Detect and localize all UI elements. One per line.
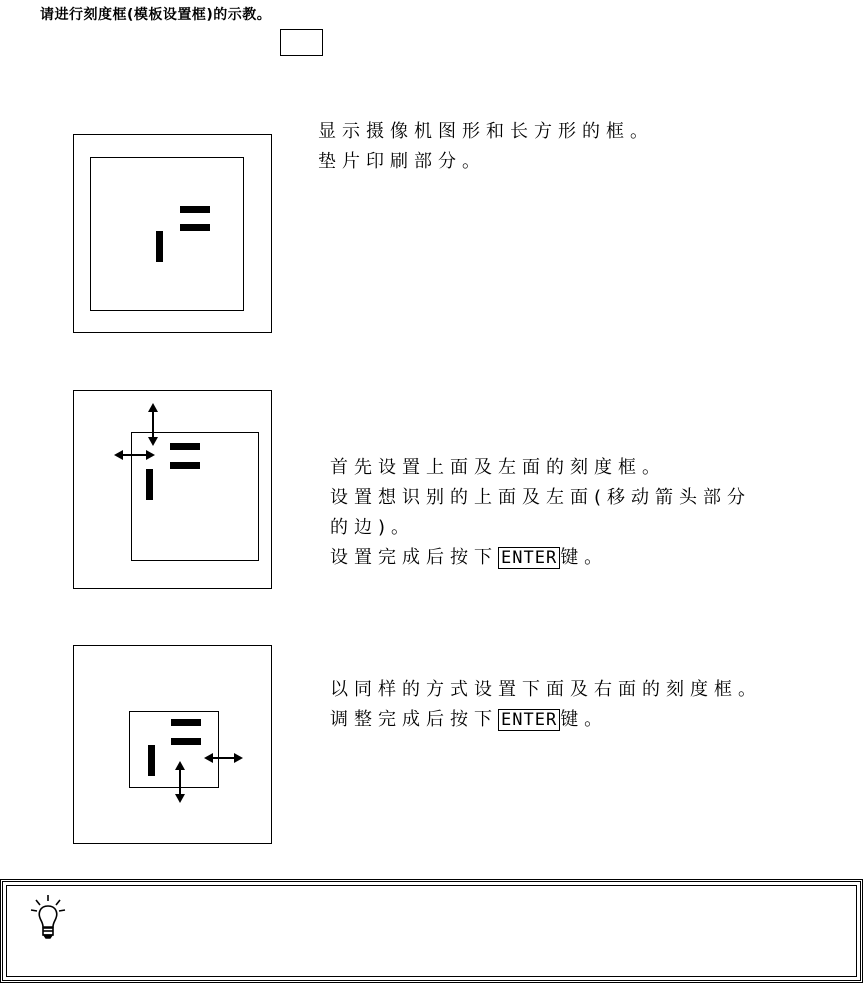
step-2-line-2: 设置想识别的上面及左面(移动箭头部分 [330,487,752,508]
step-1-line-1: 显示摄像机图形和长方形的框。 [318,121,654,142]
step-1-line-2: 垫片印刷部分。 [318,151,486,172]
pad-mark-upper [171,719,201,726]
step-3-line-1: 以同样的方式设置下面及右面的刻度框。 [330,679,762,700]
page-heading: 请进行刻度框(模板设置框)的示教。 [40,7,272,23]
tip-box [0,879,863,983]
double-arrow-icon [114,450,155,460]
step-3-key-line [330,705,762,735]
double-arrow-icon [148,403,158,446]
step-2-text [330,453,751,573]
key-line-before: 调整完成后按下 [330,709,498,730]
pad-mark-lower [171,738,201,745]
step-2-line-3: 的边)。 [330,517,416,538]
step-2-line-1: 首先设置上面及左面的刻度框。 [330,457,666,478]
enter-key-label: ENTER [498,709,560,731]
step-3-text [330,675,762,735]
lightbulb-icon [28,893,68,947]
key-line-after: 键。 [560,547,609,568]
step-2-key-line [330,543,751,573]
pad-mark-vertical [148,745,155,776]
enter-key-label: ENTER [498,547,560,569]
key-line-before: 设置完成后按下 [330,547,498,568]
key-line-after: 键。 [560,709,609,730]
